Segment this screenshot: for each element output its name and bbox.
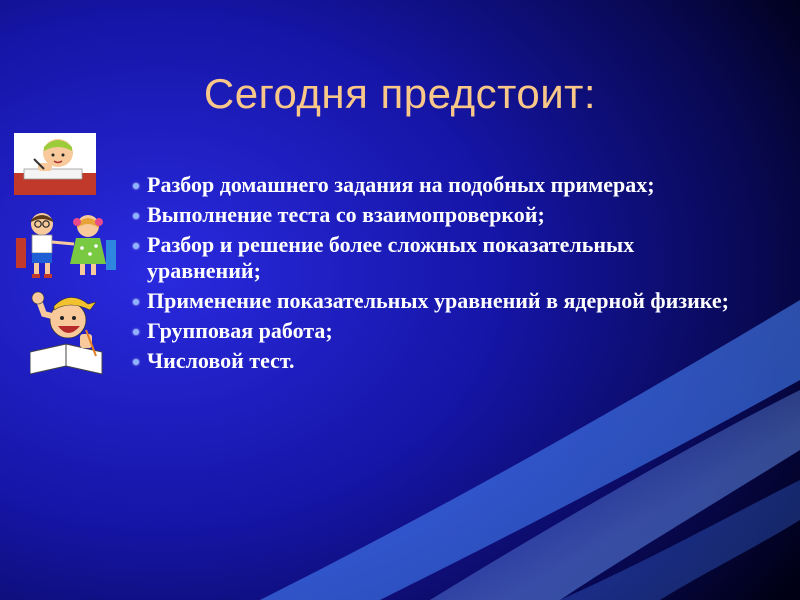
waving-boy-book-icon xyxy=(30,290,110,378)
agenda-item-text: Применение показательных уравнений в ядерной физике; xyxy=(147,288,730,313)
agenda-item-text: Числовой тест. xyxy=(147,348,295,373)
agenda-item-text: Выполнение теста со взаимопроверкой; xyxy=(147,202,545,227)
bullet-dot-icon xyxy=(133,359,139,365)
agenda-item xyxy=(133,288,753,314)
bullet-dot-icon xyxy=(133,213,139,219)
agenda-item xyxy=(133,202,753,228)
agenda-item-text: Разбор и решение более сложных показательных уравнений; xyxy=(147,232,635,283)
agenda-item xyxy=(133,172,753,198)
bullet-dot-icon xyxy=(133,299,139,305)
two-children-icon xyxy=(14,210,118,280)
bullet-dot-icon xyxy=(133,243,139,249)
slide-title: Сегодня предстоит: xyxy=(203,70,597,117)
agenda-item xyxy=(133,348,753,374)
agenda-item xyxy=(133,232,753,284)
bullet-dot-icon xyxy=(133,329,139,335)
agenda-item-text: Групповая работа; xyxy=(147,318,333,343)
writing-child-icon xyxy=(14,133,96,195)
agenda-list xyxy=(133,172,753,378)
agenda-item-text: Разбор домашнего задания на подобных примерах; xyxy=(147,172,655,197)
agenda-item xyxy=(133,318,753,344)
bullet-dot-icon xyxy=(133,183,139,189)
